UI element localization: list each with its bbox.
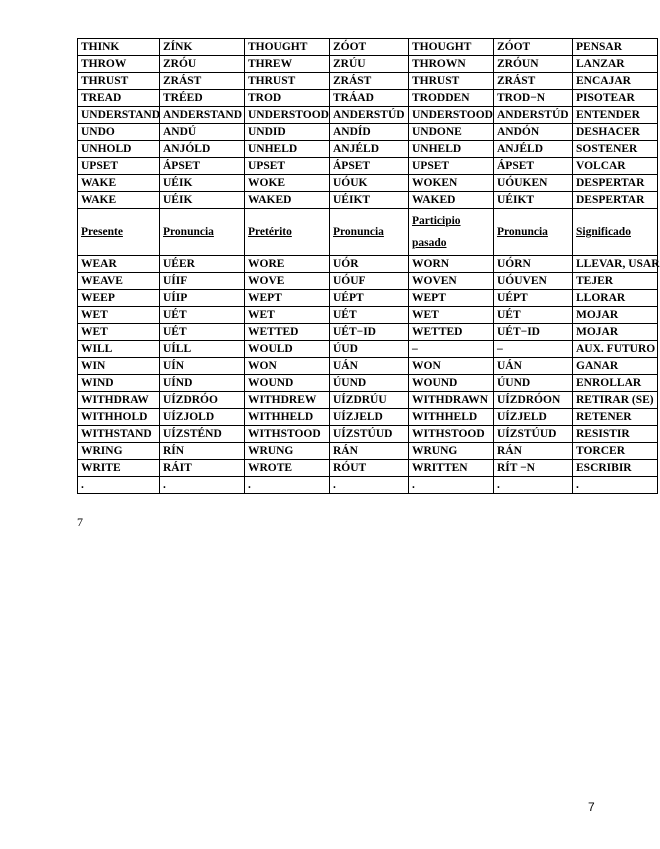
table-cell: DESPERTAR <box>573 175 658 192</box>
table-cell: WITHHOLD <box>78 409 160 426</box>
table-cell: TROD−N <box>494 90 573 107</box>
table-cell: UÍIP <box>160 290 245 307</box>
table-cell: MOJAR <box>573 307 658 324</box>
table-cell: UNDERSTOOD <box>245 107 330 124</box>
table-cell: WORE <box>245 256 330 273</box>
table-cell: WEAR <box>78 256 160 273</box>
table-cell: THOUGHT <box>409 39 494 56</box>
table-cell: TRÉED <box>160 90 245 107</box>
table-cell: ANDÍD <box>330 124 409 141</box>
table-cell: WITHDREW <box>245 392 330 409</box>
table-cell: . <box>245 477 330 494</box>
table-cell: ZRÚU <box>330 56 409 73</box>
table-cell: WAKE <box>78 175 160 192</box>
table-body-bottom <box>78 256 658 494</box>
table-cell: WRITTEN <box>409 460 494 477</box>
table-cell: WEAVE <box>78 273 160 290</box>
header-participio-pasado <box>409 209 494 256</box>
table-row <box>78 341 658 358</box>
table-cell: MOJAR <box>573 324 658 341</box>
table-cell: ÚUD <box>330 341 409 358</box>
table-cell: UÉPT <box>330 290 409 307</box>
table-cell: WILL <box>78 341 160 358</box>
header-preterito: Pretérito <box>245 209 330 256</box>
table-row <box>78 192 658 209</box>
table-cell: UÁN <box>494 358 573 375</box>
header-presente: Presente <box>78 209 160 256</box>
table-cell: ENROLLAR <box>573 375 658 392</box>
table-cell: – <box>409 341 494 358</box>
table-row <box>78 409 658 426</box>
table-cell: WITHHELD <box>245 409 330 426</box>
table-cell: ZÓOT <box>494 39 573 56</box>
table-cell: DESHACER <box>573 124 658 141</box>
table-cell: WITHDRAW <box>78 392 160 409</box>
table-cell: UNDERSTAND <box>78 107 160 124</box>
table-cell: UÓUK <box>330 175 409 192</box>
table-cell: UNHELD <box>245 141 330 158</box>
table-cell: UÉIKT <box>330 192 409 209</box>
table-cell: UÉIK <box>160 175 245 192</box>
table-cell: WOUND <box>245 375 330 392</box>
table-row <box>78 39 658 56</box>
table-cell: RETENER <box>573 409 658 426</box>
table-cell: UÍZJELD <box>494 409 573 426</box>
table-cell: UÍN <box>160 358 245 375</box>
table-cell: LLORAR <box>573 290 658 307</box>
table-cell: WEPT <box>409 290 494 307</box>
table-cell: THRUST <box>245 73 330 90</box>
header-participio-line2: pasado <box>412 237 447 249</box>
table-cell: RÍN <box>160 443 245 460</box>
table-cell: THRUST <box>78 73 160 90</box>
table-cell: ÚUND <box>330 375 409 392</box>
table-row <box>78 175 658 192</box>
table-cell: . <box>160 477 245 494</box>
table-cell: ANJÓLD <box>160 141 245 158</box>
table-row <box>78 324 658 341</box>
table-cell: ZRÁST <box>494 73 573 90</box>
table-cell: UPSET <box>409 158 494 175</box>
table-cell: ENCAJAR <box>573 73 658 90</box>
table-cell: . <box>409 477 494 494</box>
header-pronuncia-2: Pronuncia <box>330 209 409 256</box>
table-cell: TREAD <box>78 90 160 107</box>
header-pronuncia-3: Pronuncia <box>494 209 573 256</box>
table-cell: UNDID <box>245 124 330 141</box>
table-cell: UÉER <box>160 256 245 273</box>
table-cell: WITHSTOOD <box>409 426 494 443</box>
header-row <box>78 209 658 256</box>
table-cell: THOUGHT <box>245 39 330 56</box>
table-cell: UPSET <box>245 158 330 175</box>
table-cell: WAKE <box>78 192 160 209</box>
table-row <box>78 56 658 73</box>
table-cell: WRUNG <box>409 443 494 460</box>
table-cell: UÍLL <box>160 341 245 358</box>
table-row <box>78 375 658 392</box>
table-cell: UÉPT <box>494 290 573 307</box>
table-cell: UÍIF <box>160 273 245 290</box>
table-cell: WOVEN <box>409 273 494 290</box>
header-participio-line1: Participio <box>412 215 461 227</box>
table-cell: UÉIKT <box>494 192 573 209</box>
table-cell: ESCRIBIR <box>573 460 658 477</box>
table-cell: ANDERSTAND <box>160 107 245 124</box>
table-cell: WAKED <box>409 192 494 209</box>
table-cell: UÍZDRÓON <box>494 392 573 409</box>
left-page-number: 7 <box>77 515 83 529</box>
table-cell: RÍT −N <box>494 460 573 477</box>
table-row <box>78 124 658 141</box>
table-cell: WRING <box>78 443 160 460</box>
table-cell: WROTE <box>245 460 330 477</box>
table-cell: UÉT <box>494 307 573 324</box>
table-row <box>78 273 658 290</box>
table-header-row-group <box>78 209 658 256</box>
table-cell: UÓUF <box>330 273 409 290</box>
table-cell: ZÓOT <box>330 39 409 56</box>
table-cell: UÓR <box>330 256 409 273</box>
table-row <box>78 477 658 494</box>
table-cell: UÉT <box>160 324 245 341</box>
table-cell: ZRÁST <box>160 73 245 90</box>
table-cell: WITHSTAND <box>78 426 160 443</box>
table-cell: ZRÁST <box>330 73 409 90</box>
table-cell: SOSTENER <box>573 141 658 158</box>
table-cell: . <box>78 477 160 494</box>
table-cell: UÍZJOLD <box>160 409 245 426</box>
table-cell: ZÍNK <box>160 39 245 56</box>
table-cell: . <box>573 477 658 494</box>
verb-table-container <box>77 38 660 494</box>
table-cell: RÁN <box>330 443 409 460</box>
table-cell: . <box>330 477 409 494</box>
table-row <box>78 141 658 158</box>
table-cell: UNHELD <box>409 141 494 158</box>
header-significado: Significado <box>573 209 658 256</box>
table-cell: WET <box>78 307 160 324</box>
table-cell: VOLCAR <box>573 158 658 175</box>
table-cell: WET <box>245 307 330 324</box>
table-cell: WETTED <box>245 324 330 341</box>
table-cell: AUX. FUTURO <box>573 341 658 358</box>
table-cell: UÍND <box>160 375 245 392</box>
table-cell: ÁPSET <box>494 158 573 175</box>
table-row <box>78 256 658 273</box>
table-cell: UNDERSTOOD <box>409 107 494 124</box>
table-cell: WRUNG <box>245 443 330 460</box>
table-row <box>78 90 658 107</box>
table-cell: UNHOLD <box>78 141 160 158</box>
table-row <box>78 158 658 175</box>
table-cell: TRÁAD <box>330 90 409 107</box>
table-cell: WOUND <box>409 375 494 392</box>
table-cell: GANAR <box>573 358 658 375</box>
table-cell: WET <box>78 324 160 341</box>
table-cell: UPSET <box>78 158 160 175</box>
table-cell: WOULD <box>245 341 330 358</box>
table-cell: UÉIK <box>160 192 245 209</box>
table-cell: WETTED <box>409 324 494 341</box>
table-cell: WET <box>409 307 494 324</box>
table-cell: ANJÉLD <box>494 141 573 158</box>
table-cell: TRODDEN <box>409 90 494 107</box>
table-cell: UNDONE <box>409 124 494 141</box>
table-cell: LLEVAR, USAR <box>573 256 658 273</box>
table-row <box>78 107 658 124</box>
table-cell: ÁPSET <box>330 158 409 175</box>
table-row <box>78 358 658 375</box>
table-cell: TEJER <box>573 273 658 290</box>
table-cell: RETIRAR (SE) <box>573 392 658 409</box>
table-cell: ENTENDER <box>573 107 658 124</box>
table-cell: UÁN <box>330 358 409 375</box>
table-body-top <box>78 39 658 209</box>
table-cell: ZRÓU <box>160 56 245 73</box>
table-row <box>78 73 658 90</box>
table-cell: UÍZSTÚUD <box>494 426 573 443</box>
irregular-verbs-table <box>77 38 658 494</box>
table-row <box>78 290 658 307</box>
table-cell: ANJÉLD <box>330 141 409 158</box>
table-cell: WOVE <box>245 273 330 290</box>
table-cell: UÍZSTÉND <box>160 426 245 443</box>
table-cell: . <box>494 477 573 494</box>
table-cell: THREW <box>245 56 330 73</box>
table-cell: PENSAR <box>573 39 658 56</box>
table-cell: WIND <box>78 375 160 392</box>
table-cell: ANDÓN <box>494 124 573 141</box>
table-row <box>78 426 658 443</box>
table-cell: UÉT−ID <box>330 324 409 341</box>
table-row <box>78 443 658 460</box>
table-cell: THROW <box>78 56 160 73</box>
table-cell: WORN <box>409 256 494 273</box>
table-cell: LANZAR <box>573 56 658 73</box>
table-cell: ANDERSTÚD <box>330 107 409 124</box>
table-cell: UÉT <box>160 307 245 324</box>
table-cell: WOKE <box>245 175 330 192</box>
table-cell: RÁIT <box>160 460 245 477</box>
table-cell: UÓUKEN <box>494 175 573 192</box>
table-cell: TORCER <box>573 443 658 460</box>
table-cell: THROWN <box>409 56 494 73</box>
table-cell: TROD <box>245 90 330 107</box>
table-cell: WON <box>245 358 330 375</box>
table-cell: PISOTEAR <box>573 90 658 107</box>
table-cell: WOKEN <box>409 175 494 192</box>
table-cell: RÁN <box>494 443 573 460</box>
table-row <box>78 460 658 477</box>
table-cell: WAKED <box>245 192 330 209</box>
table-cell: UÍZSTÚUD <box>330 426 409 443</box>
table-cell: UÍZJELD <box>330 409 409 426</box>
table-cell: – <box>494 341 573 358</box>
table-cell: WON <box>409 358 494 375</box>
table-cell: WIN <box>78 358 160 375</box>
table-cell: WITHHELD <box>409 409 494 426</box>
table-cell: ZRÓUN <box>494 56 573 73</box>
table-cell: ÁPSET <box>160 158 245 175</box>
table-cell: UÓUVEN <box>494 273 573 290</box>
table-cell: THRUST <box>409 73 494 90</box>
table-row <box>78 307 658 324</box>
table-cell: DESPERTAR <box>573 192 658 209</box>
table-cell: WEEP <box>78 290 160 307</box>
table-cell: UÍZDRÓO <box>160 392 245 409</box>
table-row <box>78 392 658 409</box>
table-cell: RESISTIR <box>573 426 658 443</box>
table-cell: WITHDRAWN <box>409 392 494 409</box>
table-cell: RÓUT <box>330 460 409 477</box>
table-cell: ANDÚ <box>160 124 245 141</box>
table-cell: UÍZDRÚU <box>330 392 409 409</box>
header-pronuncia-1: Pronuncia <box>160 209 245 256</box>
table-cell: THINK <box>78 39 160 56</box>
table-cell: WITHSTOOD <box>245 426 330 443</box>
table-cell: ANDERSTÚD <box>494 107 573 124</box>
table-cell: UÓRN <box>494 256 573 273</box>
table-cell: ÚUND <box>494 375 573 392</box>
table-cell: UNDO <box>78 124 160 141</box>
table-cell: UÉT <box>330 307 409 324</box>
table-cell: UÉT−ID <box>494 324 573 341</box>
table-cell: WRITE <box>78 460 160 477</box>
table-cell: WEPT <box>245 290 330 307</box>
page-number: 7 <box>588 800 595 814</box>
